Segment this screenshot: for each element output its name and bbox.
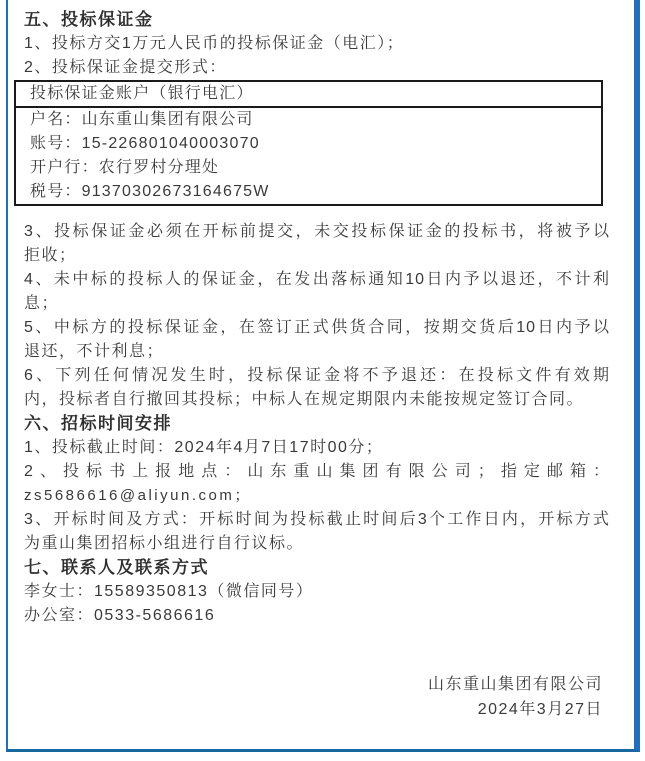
clause-line: 6、下列任何情况发生时，投标保证金将不予退还：在投标文件有效期 [24,367,610,384]
schedule-deadline-line: 1、投标截止时间：2024年4月7日17时00分； [24,439,384,456]
signature-date: 2024年3月27日 [477,701,603,718]
clause-line: 息； [24,295,60,312]
spacer [24,206,610,220]
account-table-header: 投标保证金账户（银行电汇） [30,85,254,102]
account-number: 账号：15-226801040003070 [30,135,260,152]
deposit-account-table [14,80,603,206]
schedule-address-line: 2、投标书上报地点：山东重山集团有限公司；指定邮箱： [24,463,610,480]
signature-block [24,672,610,722]
schedule-opening-line-2: 为重山集团招标小组进行自行议标。 [24,535,305,552]
clause-line: 拒收； [24,247,77,264]
contact-office-line: 办公室：0533-5686616 [24,607,216,624]
table-body-cell [15,107,602,205]
clause-line: 5、中标方的投标保证金，在签订正式供货合同，按期交货后10日内予以 [24,319,610,336]
email-line: zs5686616@aliyun.com； [24,487,252,504]
document-content [24,0,610,722]
section-heading-contact: 七、联系人及联系方式 [24,558,209,577]
account-tax-id: 税号：91370302673164675W [30,183,270,200]
clause-line: 4、未中标的投标人的保证金，在发出落标通知10日内予以退还，不计利 [24,271,610,288]
table-row [15,107,602,205]
deposit-item-1: 1、投标方交1万元人民币的投标保证金（电汇）； [24,35,405,52]
account-bank: 开户行：农行罗村分理处 [30,159,220,176]
section-heading-deposit: 五、投标保证金 [24,10,154,29]
contact-person-line: 李女士：15589350813（微信同号） [24,583,314,600]
clause-line: 内，投标者自行撤回其投标；中标人在规定期限内未能按规定签订合同。 [24,391,585,408]
table-row [15,81,602,107]
section-heading-schedule: 六、招标时间安排 [24,414,172,433]
deposit-item-2: 2、投标保证金提交形式： [24,59,227,76]
clause-line: 退还，不计利息； [24,343,165,360]
account-holder: 户名：山东重山集团有限公司 [30,111,254,128]
schedule-opening-line: 3、开标时间及方式：开标时间为投标截止时间后3个工作日内，开标方式 [24,511,610,528]
table-header-cell [15,81,602,107]
signature-company: 山东重山集团有限公司 [427,676,603,693]
clause-line: 3、投标保证金必须在开标前提交，未交投标保证金的投标书，将被予以 [24,223,610,240]
